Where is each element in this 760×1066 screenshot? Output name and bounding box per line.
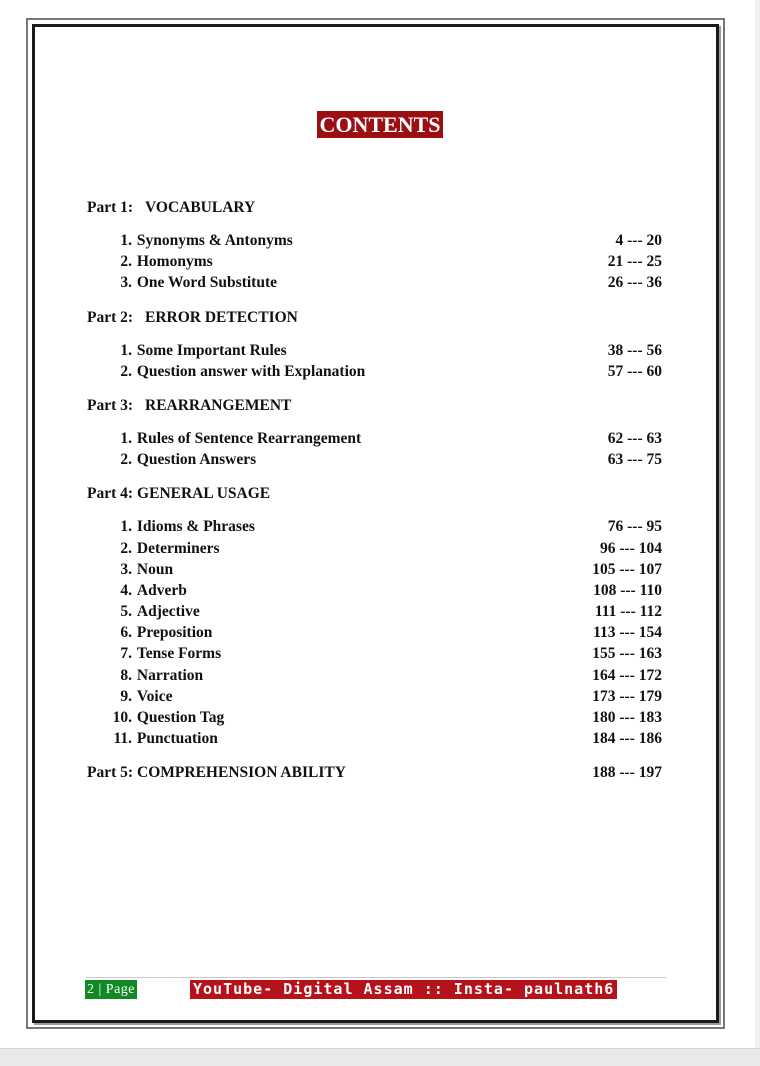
toc-item <box>87 580 667 601</box>
toc-item <box>87 361 667 382</box>
item-pages: 180 --- 183 <box>592 709 662 726</box>
item-name: Noun <box>136 560 174 578</box>
item-pages: 62 --- 63 <box>607 429 662 447</box>
item-name: Question answer with Explanation <box>136 362 366 380</box>
toc-item <box>87 665 667 686</box>
item-pages: 184 --- 186 <box>592 730 662 748</box>
item-number: 10. <box>112 709 132 726</box>
title-block <box>0 111 760 138</box>
item-pages: 76 --- 95 <box>607 518 662 536</box>
item-name: Determiners <box>136 539 220 557</box>
part-name: VOCABULARY <box>145 199 256 216</box>
item-pages: 4 --- 20 <box>615 232 662 249</box>
toc-item <box>87 601 667 622</box>
toc-part-error-detection <box>87 307 667 328</box>
item-name: Idioms & Phrases <box>136 518 255 536</box>
item-name: Homonyms <box>136 253 213 271</box>
item-name: Adjective <box>136 603 200 621</box>
item-number: 3. <box>120 274 132 292</box>
toc-item <box>87 516 667 537</box>
item-number: 9. <box>120 687 132 705</box>
toc-item <box>87 449 667 470</box>
table-of-contents <box>87 197 667 783</box>
item-name: Question Answers <box>136 451 257 469</box>
toc-item <box>87 686 667 707</box>
part-items <box>87 230 667 294</box>
item-number: 1. <box>120 341 132 359</box>
item-name: Synonyms & Antonyms <box>136 232 293 249</box>
item-number: 7. <box>120 645 132 663</box>
part-name: COMPREHENSION ABILITY <box>137 764 346 782</box>
item-pages: 57 --- 60 <box>607 362 662 380</box>
page-number-badge: 2 | Page <box>87 982 136 997</box>
part-items <box>87 340 667 382</box>
item-pages: 105 --- 107 <box>592 560 662 578</box>
item-name: Preposition <box>136 624 213 642</box>
part-name: GENERAL USAGE <box>137 485 271 503</box>
toc-part-comprehension <box>87 762 667 783</box>
item-pages: 111 --- 112 <box>594 603 662 621</box>
part-label: Part 2: <box>87 308 134 326</box>
item-name: One Word Substitute <box>136 274 277 292</box>
item-pages: 38 --- 56 <box>607 341 662 359</box>
item-number: 3. <box>120 560 132 578</box>
toc-item <box>87 340 667 361</box>
toc-item <box>87 428 667 449</box>
footer-banner: YouTube- Digital Assam :: Insta- paulnath6 <box>190 980 617 999</box>
viewer-right-edge <box>755 0 760 1048</box>
part-pages: 188 --- 197 <box>592 764 662 782</box>
item-number: 8. <box>120 666 132 684</box>
item-pages: 96 --- 104 <box>600 539 662 557</box>
item-pages: 155 --- 163 <box>592 645 662 663</box>
toc-item <box>87 251 667 272</box>
part-label: Part 5: <box>87 764 134 782</box>
footer-divider <box>86 977 666 978</box>
item-number: 2. <box>120 451 132 469</box>
part-label: Part 3: <box>87 396 134 414</box>
item-number: 2. <box>120 362 132 380</box>
item-name: Tense Forms <box>136 645 222 663</box>
item-name: Some Important Rules <box>136 341 287 359</box>
item-number: 1. <box>120 518 132 536</box>
item-pages: 21 --- 25 <box>607 253 662 271</box>
part-items <box>87 428 667 470</box>
part-label: Part 1: <box>87 199 134 216</box>
part-name: REARRANGEMENT <box>145 396 292 414</box>
toc-item <box>87 707 667 728</box>
item-name: Punctuation <box>136 730 218 748</box>
item-name: Question Tag <box>136 709 225 726</box>
toc-item <box>87 622 667 643</box>
page-title: CONTENTS <box>319 112 441 137</box>
item-number: 2. <box>120 539 132 557</box>
toc-item <box>87 643 667 664</box>
toc-part-vocabulary <box>87 197 667 218</box>
part-name: ERROR DETECTION <box>145 308 298 326</box>
toc-part-rearrangement <box>87 395 667 416</box>
item-number: 1. <box>120 429 132 447</box>
item-name: Adverb <box>136 581 187 599</box>
item-number: 2. <box>120 253 132 271</box>
viewer-bottom-edge <box>0 1048 760 1066</box>
item-number: 4. <box>120 581 132 599</box>
toc-item <box>87 728 667 749</box>
item-pages: 173 --- 179 <box>592 687 662 705</box>
item-pages: 108 --- 110 <box>593 581 662 599</box>
item-number: 5. <box>120 603 132 621</box>
toc-item <box>87 272 667 293</box>
item-number: 1. <box>120 232 132 249</box>
item-pages: 63 --- 75 <box>607 451 662 469</box>
item-pages: 26 --- 36 <box>607 274 662 292</box>
item-number: 11. <box>113 730 132 748</box>
toc-item <box>87 559 667 580</box>
part-label: Part 4: <box>87 485 134 503</box>
toc-part-general-usage <box>87 483 667 504</box>
item-name: Narration <box>136 666 204 684</box>
part-items <box>87 516 667 749</box>
item-number: 6. <box>120 624 132 642</box>
item-name: Rules of Sentence Rearrangement <box>136 429 362 447</box>
item-name: Voice <box>136 687 173 705</box>
item-pages: 164 --- 172 <box>592 666 662 684</box>
toc-item <box>87 538 667 559</box>
toc-item <box>87 230 667 251</box>
item-pages: 113 --- 154 <box>593 624 662 642</box>
